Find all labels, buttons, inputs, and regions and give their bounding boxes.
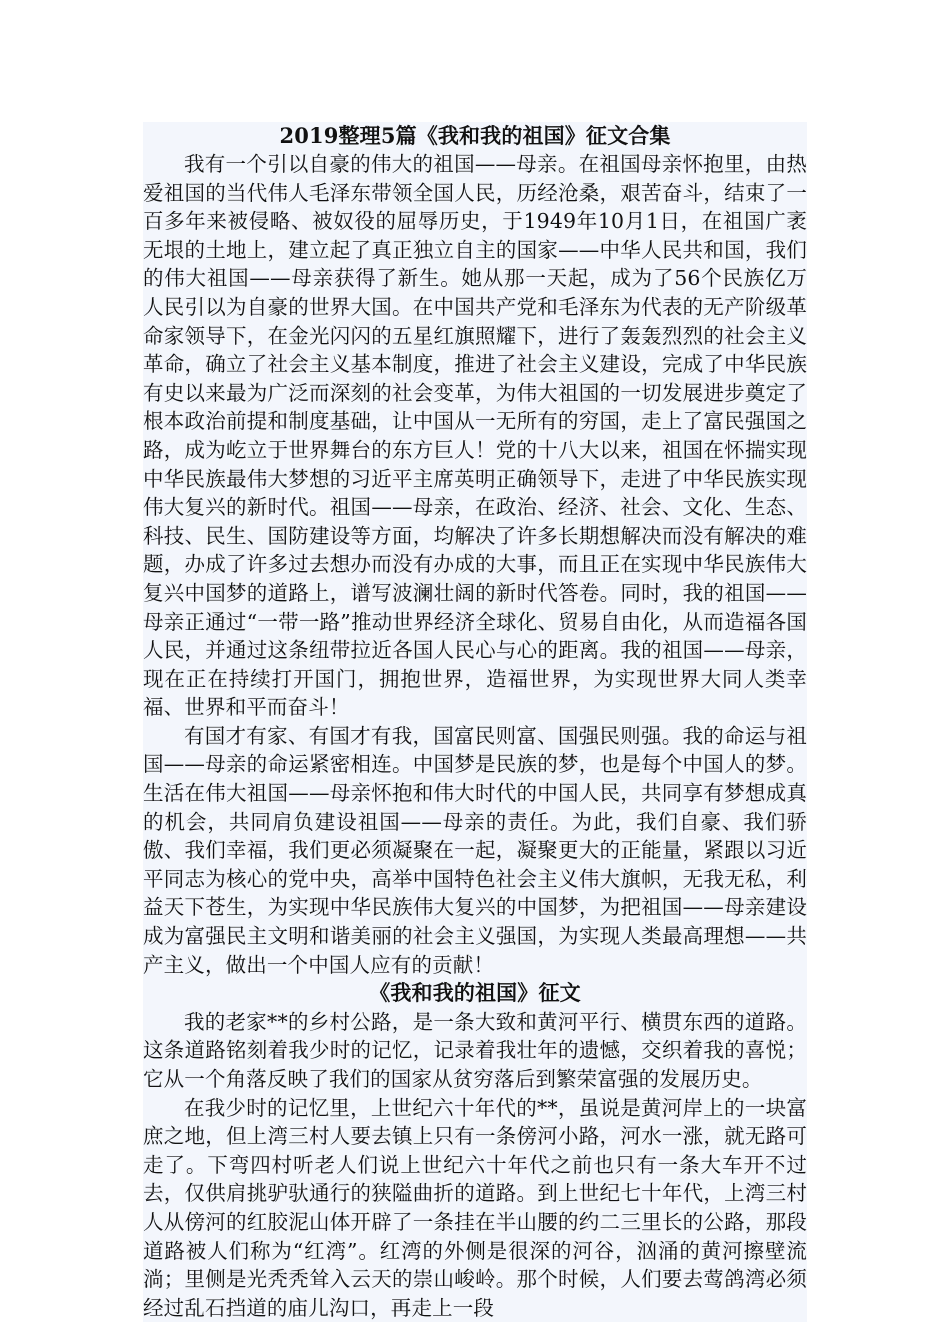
essay-2-paragraph-1: 我的老家**的乡村公路，是一条大致和黄河平行、横贯东西的道路。这条道路铭刻着我少时的记忆，记录着我壮年的遗憾，交织着我的喜悦；它从一个角落反映了我们的国家从贫穷落后到繁荣富强的发展历史。 (143, 1009, 807, 1091)
essay-2-title: 《我和我的祖国》征文 (369, 980, 581, 1006)
essay-1-paragraph-1: 我有一个引以自豪的伟大的祖国——母亲。在祖国母亲怀抱里，由热爱祖国的当代伟人毛泽东带领全国人民，历经沧桑，艰苦奋斗，结束了一百多年来被侵略、被奴役的屈辱历史，于1949年10月1日，在祖国广袤无垠的土地上，建立起了真正独立自主的国家——中华人民共和国，我们的伟大祖国——母亲获得了新生。她从那一天起，成为了56个民族亿万人民引以为自豪的世界大国。在中国共产党和毛泽东为代表的无产阶级革命家领导下，在金光闪闪的五星红旗照耀下，进行了轰轰烈烈的社会主义革命，确立了社会主义基本制度，推进了社会主义建设，完成了中华民族有史以来最为广泛而深刻的社会变革，为伟大祖国的一切发展进步奠定了根本政治前提和制度基础，让中国从一无所有的穷国，走上了富民强国之路，成为屹立于世界舞台的东方巨人！党的十八大以来，祖国在怀揣实现中华民族最伟大梦想的习近平主席英明正确领导下，走进了中华民族实现伟大复兴的新时代。祖国——母亲，在政治、经济、社会、文化、生态、科技、民生、国防建设等方面，均解决了许多长期想解决而没有解决的难题，办成了许多过去想办而没有办成的大事，而且正在实现中华民族伟大复兴中国梦的道路上，谱写波澜壮阔的新时代答卷。同时，我的祖国——母亲正通过“一带一路”推动世界经济全球化、贸易自由化，从而造福各国人民，并通过这条纽带拉近各国人民心与心的距离。我的祖国——母亲，现在正在持续打开国门，拥抱世界，造福世界，为实现世界大同人类幸福、世界和平而奋斗！ (143, 152, 807, 720)
document-title: 2019整理5篇《我和我的祖国》征文合集 (279, 123, 671, 148)
essay-2-paragraph-2: 在我少时的记忆里，上世纪六十年代的**，虽说是黄河岸上的一块富庶之地，但上湾三村人要去镇上只有一条傍河小路，河水一涨，就无路可走了。下弯四村听老人们说上世纪六十年代之前也只有一条大车开不过去，仅供肩挑驴驮通行的狭隘曲折的道路。到上世纪七十年代，上湾三村人从傍河的红胶泥山体开辟了一条挂在半山腰的约二三里长的公路，那段道路被人们称为“红湾”。红湾的外侧是很深的河谷，汹涌的黄河擦壁流淌；里侧是光秃秃耸入云天的崇山峻岭。那个时候，人们要去莺鸽湾必须经过乱石挡道的庙儿沟口，再走上一段 (143, 1095, 807, 1320)
essay-1-paragraph-2: 有国才有家、有国才有我，国富民则富、国强民则强。我的命运与祖国——母亲的命运紧密相连。中国梦是民族的梦，也是每个中国人的梦。生活在伟大祖国——母亲怀抱和伟大时代的中国人民，共同享有梦想成真的机会，共同肩负建设祖国——母亲的责任。为此，我们自豪、我们骄傲、我们幸福，我们更必须凝聚在一起，凝聚更大的正能量，紧跟以习近平同志为核心的党中央，高举中国特色社会主义伟大旗帜，无我无私，利益天下苍生，为实现中华民族伟大复兴的中国梦，为把祖国——母亲建设成为富强民主文明和谐美丽的社会主义强国，为实现人类最高理想——共产主义，做出一个中国人应有的贡献！ (143, 723, 807, 977)
document-body (143, 122, 807, 1322)
